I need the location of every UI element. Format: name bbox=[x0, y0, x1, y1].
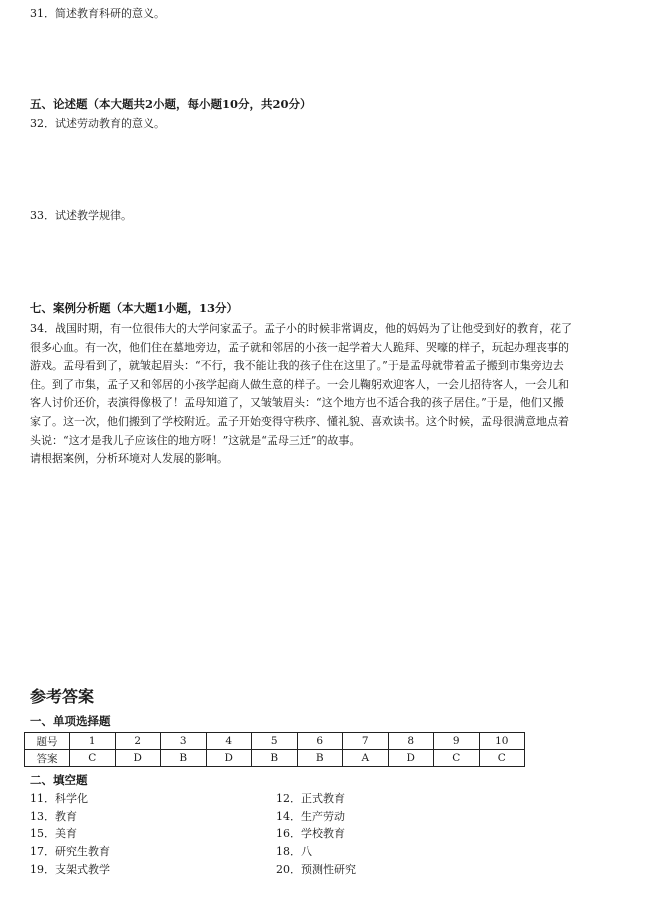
answer-key-title: 参考答案 bbox=[30, 687, 95, 706]
fill-blank-answer: 12．正式教育 bbox=[276, 792, 345, 805]
question-32: 32．试述劳动教育的意义。 bbox=[30, 117, 165, 130]
answer-table-answer-row bbox=[25, 750, 525, 767]
case-line: 34．战国时期，有一位很伟大的大学问家孟子。孟子小的时候非常调皮，他的妈妈为了让他受到好的教育，花了 bbox=[30, 322, 572, 335]
answer-cell: C bbox=[479, 750, 525, 767]
section-5-heading: 五、论述题（本大题共2小题，每小题10分，共20分） bbox=[30, 97, 312, 111]
case-instruction: 请根据案例，分析环境对人发展的影响。 bbox=[30, 452, 228, 466]
question-number-cell: 9 bbox=[434, 733, 480, 750]
answer-cell: D bbox=[388, 750, 434, 767]
case-analysis-question bbox=[30, 320, 646, 469]
answer-table bbox=[24, 732, 525, 767]
question-number-cell: 4 bbox=[206, 733, 252, 750]
question-number-cell: 3 bbox=[161, 733, 207, 750]
case-line: 头说：“这才是我儿子应该住的地方呀！”这就是“孟母三迁”的故事。 bbox=[30, 433, 361, 447]
section-7-heading: 七、案例分析题（本大题1小题，13分） bbox=[30, 301, 239, 315]
fill-blank-answer: 19．支架式教学 bbox=[30, 862, 110, 876]
question-number-cell: 1 bbox=[70, 733, 116, 750]
fill-blank-answer: 20．预测性研究 bbox=[276, 862, 356, 876]
fill-blank-answer: 17．研究生教育 bbox=[30, 845, 110, 859]
question-number-cell: 8 bbox=[388, 733, 434, 750]
answer-cell: C bbox=[70, 750, 116, 767]
table-header-cell: 答案 bbox=[25, 750, 70, 767]
question-number-cell: 6 bbox=[297, 733, 343, 750]
answer-cell: D bbox=[115, 750, 161, 767]
table-header-cell: 题号 bbox=[25, 733, 70, 750]
answer-cell: D bbox=[206, 750, 252, 767]
question-number-cell: 10 bbox=[479, 733, 525, 750]
case-line: 住。到了市集，孟子又和邻居的小孩学起商人做生意的样子。一会儿鞠躬欢迎客人，一会儿招待客人，一会儿和 bbox=[30, 377, 569, 391]
answer-cell: C bbox=[434, 750, 480, 767]
fill-blank-answer: 11．科学化 bbox=[30, 792, 88, 805]
fill-blank-answer: 18．八 bbox=[276, 845, 312, 859]
fill-blank-heading: 二、填空题 bbox=[30, 773, 88, 787]
answer-cell: B bbox=[297, 750, 343, 767]
answer-cell: B bbox=[161, 750, 207, 767]
question-number-cell: 2 bbox=[115, 733, 161, 750]
fill-blank-answer: 14．生产劳动 bbox=[276, 809, 345, 823]
answer-table-number-row bbox=[25, 733, 525, 750]
case-line: 客人讨价还价，表演得像极了！孟母知道了，又皱皱眉头：“这个地方也不适合我的孩子居住。”于是，他们又搬 bbox=[30, 396, 564, 410]
question-31: 31．简述教育科研的意义。 bbox=[30, 7, 165, 20]
answer-cell: B bbox=[252, 750, 298, 767]
case-line: 游戏。孟母看到了，就皱起眉头：“不行，我不能让我的孩子住在这里了。”于是孟母就带着孟子搬到市集旁边去 bbox=[30, 359, 564, 373]
fill-blank-answer: 16．学校教育 bbox=[276, 827, 345, 841]
fill-blank-right-column bbox=[276, 790, 356, 879]
case-line: 很多心血。有一次，他们住在墓地旁边，孟子就和邻居的小孩一起学着大人跪拜、哭嚎的样子，玩起办理丧事的 bbox=[30, 340, 569, 354]
fill-blank-answer: 13．教育 bbox=[30, 809, 77, 823]
question-33: 33．试述教学规律。 bbox=[30, 209, 132, 222]
single-choice-heading: 一、单项选择题 bbox=[30, 714, 111, 728]
question-number-cell: 5 bbox=[252, 733, 298, 750]
fill-blank-answer: 15．美育 bbox=[30, 827, 77, 841]
fill-blank-left-column bbox=[30, 790, 110, 879]
case-line: 家了。这一次，他们搬到了学校附近。孟子开始变得守秩序、懂礼貌、喜欢读书。这个时候，孟母很满意地点着 bbox=[30, 414, 569, 428]
answer-cell: A bbox=[343, 750, 389, 767]
question-number-cell: 7 bbox=[343, 733, 389, 750]
